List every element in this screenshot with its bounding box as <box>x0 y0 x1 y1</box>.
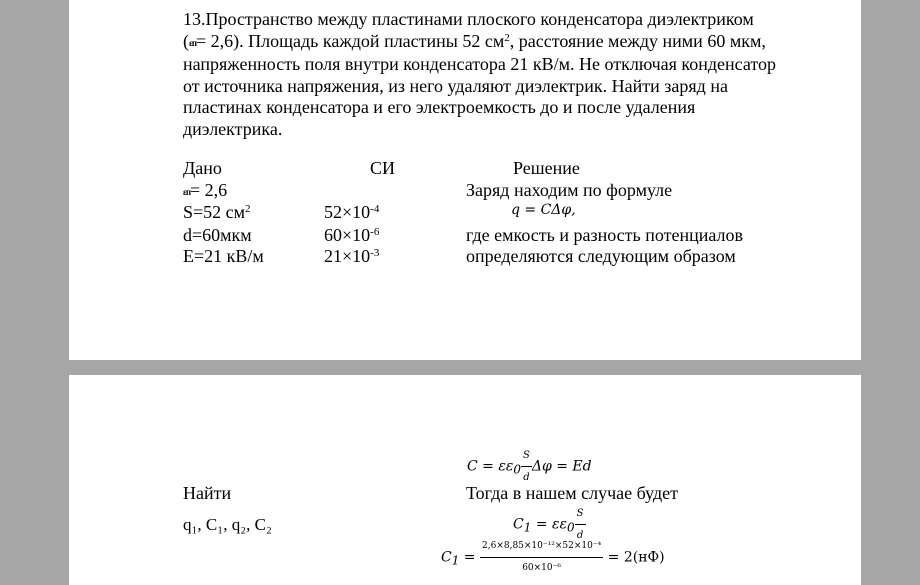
si-header: СИ <box>370 158 396 178</box>
problem-line: 13.Пространство между пластинами плоского конденсатора диэлектриком <box>183 9 754 29</box>
si-distance: $60\times 10^{-6}$ <box>324 225 380 245</box>
problem-line: напряженность поля внутри конденсатора 21 кВ/м. Не отключая конденсатор <box>183 54 777 74</box>
case-text: Тогда в нашем случае будет <box>466 483 678 503</box>
epsilon-symbol: εп <box>183 187 191 197</box>
si-field: $21\times 10^{-3}$ <box>324 246 380 266</box>
formula-c1-calculation: $C_1$ = $\frac{\text{2,6×8,85×10⁻¹²×52×10⁻⁴}}{\text{60×10⁻⁶}}$ = 2(нФ) <box>441 536 665 579</box>
problem-line: диэлектрика. <box>183 118 283 139</box>
find-values: q₁, C₁, q₂, C₂ <box>183 515 272 534</box>
problem-line: от источника напряжения, из него удаляют диэлектрик. Найти заряд на <box>183 75 728 96</box>
si-area: $52\times 10^{-4}$ <box>324 202 380 222</box>
given-epsilon: εп= 2,6 <box>183 180 227 203</box>
document-page-2 <box>69 375 861 585</box>
solution-header: Решение <box>513 158 580 178</box>
formula-capacitance: $C = \varepsilon\varepsilon_0$ $\frac{S}{d}$ Δφ = Ed <box>467 445 592 488</box>
problem-line: (εп= 2,6). Площадь каждой пластины 52 $см^2$, расстояние между ними 60 мкм, <box>183 31 823 55</box>
given-field: E=21 кВ/м <box>183 246 264 266</box>
solution-line: определяются следующим образом <box>466 246 736 266</box>
given-header: Дано <box>183 158 222 178</box>
formula-charge: q = CΔφ, <box>511 202 576 218</box>
find-label: Найти <box>183 483 232 503</box>
given-distance: d=60мкм <box>183 225 252 245</box>
epsilon-symbol: εп <box>189 37 197 48</box>
document-page-1 <box>69 0 861 360</box>
problem-statement <box>183 9 823 140</box>
given-area: S=52 $см^2$ <box>183 202 251 222</box>
solution-line: Заряд находим по формуле <box>466 180 673 200</box>
problem-line: пластинах конденсатора и его электроемкость до и после удаления <box>183 97 696 117</box>
solution-line: где емкость и разность потенциалов <box>466 225 744 245</box>
formula-c1: $C_1 = \varepsilon\varepsilon_0$ $\frac{S}{d}$ <box>513 503 586 546</box>
